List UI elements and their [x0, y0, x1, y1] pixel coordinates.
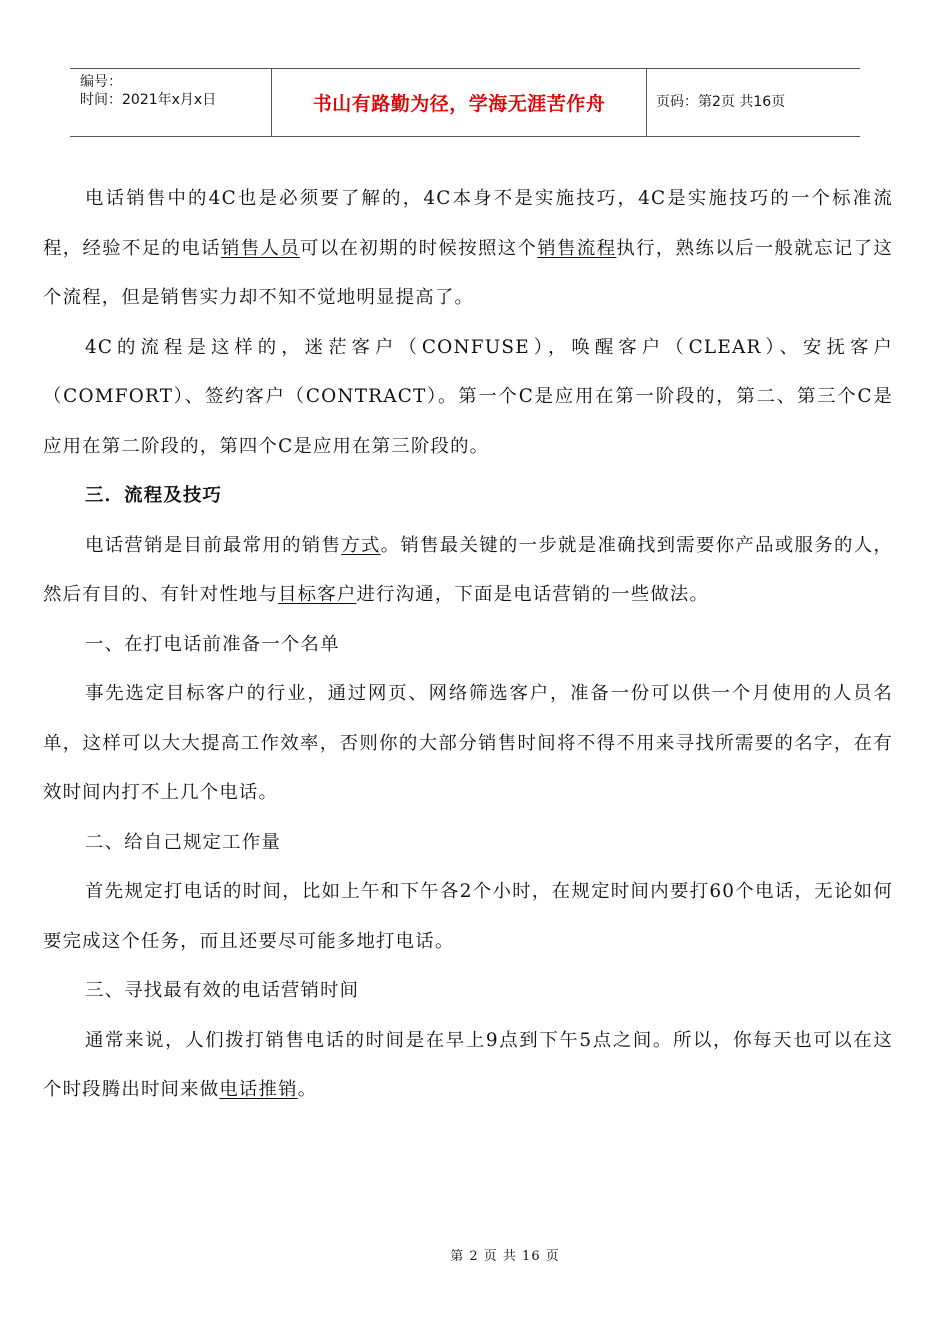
subheading: 二、给自己规定工作量 [85, 831, 281, 853]
subheading: 三、寻找最有效的电话营销时间 [85, 980, 360, 1001]
header-divider [646, 69, 647, 136]
paragraph: 4C的流程是这样的，迷茫客户（CONFUSE），唤醒客户（CLEAR）、安抚客户（COMFORT）、签约客户（CONTRACT）。第一个C是应用在第一阶段的，第二、第三个C是应用在第二阶段的，第四个C是应用在第三阶段的。 [43, 336, 893, 457]
link-target-customer[interactable]: 目标客户 [278, 584, 357, 605]
header-meta [80, 73, 216, 109]
paragraph: 电话销售中的4C也是必须要了解的，4C本身不是实施技巧，4C是实施技巧的一个标准流程，经验不足的电话销售人员可以在初期的时候按照这个销售流程执行，熟练以后一般就忘记了这个流程，但是销售实力却不知不觉地明显提高了。 [43, 188, 893, 308]
document-header [70, 68, 860, 137]
link-telemarketing[interactable]: 电话推销 [219, 1079, 298, 1100]
paragraph: 事先选定目标客户的行业，通过网页、网络筛选客户，准备一份可以供一个月使用的人员名单，这样可以大大提高工作效率，否则你的大部分销售时间将不得不用来寻找所需要的名字，在有效时间内打不上几个电话。 [43, 683, 893, 803]
document-body [43, 174, 893, 1115]
page-footer: 第 2 页 共 16 页 [450, 1249, 560, 1264]
header-motto: 书山有路勤为径，学海无涯苦作舟 [312, 93, 606, 115]
page-info: 页码：第2页 共16页 [656, 94, 786, 110]
section-heading: 三．流程及技巧 [85, 485, 223, 506]
time-label: 时间：2021年x月x日 [80, 92, 217, 108]
number-label: 编号： [80, 74, 122, 90]
subheading: 一、在打电话前准备一个名单 [85, 633, 340, 655]
paragraph: 通常来说，人们拨打销售电话的时间是在早上9点到下午5点之间。所以，你每天也可以在这个时段腾出时间来做电话推销。 [43, 1029, 893, 1100]
link-sales-staff[interactable]: 销售人员 [220, 237, 301, 259]
link-method[interactable]: 方式 [341, 534, 381, 556]
paragraph: 电话营销是目前最常用的销售方式。销售最关键的一步就是准确找到需要你产品或服务的人，然后有目的、有针对性地与目标客户进行沟通，下面是电话营销的一些做法。 [43, 534, 893, 605]
paragraph: 首先规定打电话的时间，比如上午和下午各2个小时，在规定时间内要打60个电话，无论如何要完成这个任务，而且还要尽可能多地打电话。 [43, 881, 893, 952]
link-sales-process[interactable]: 销售流程 [537, 237, 617, 259]
